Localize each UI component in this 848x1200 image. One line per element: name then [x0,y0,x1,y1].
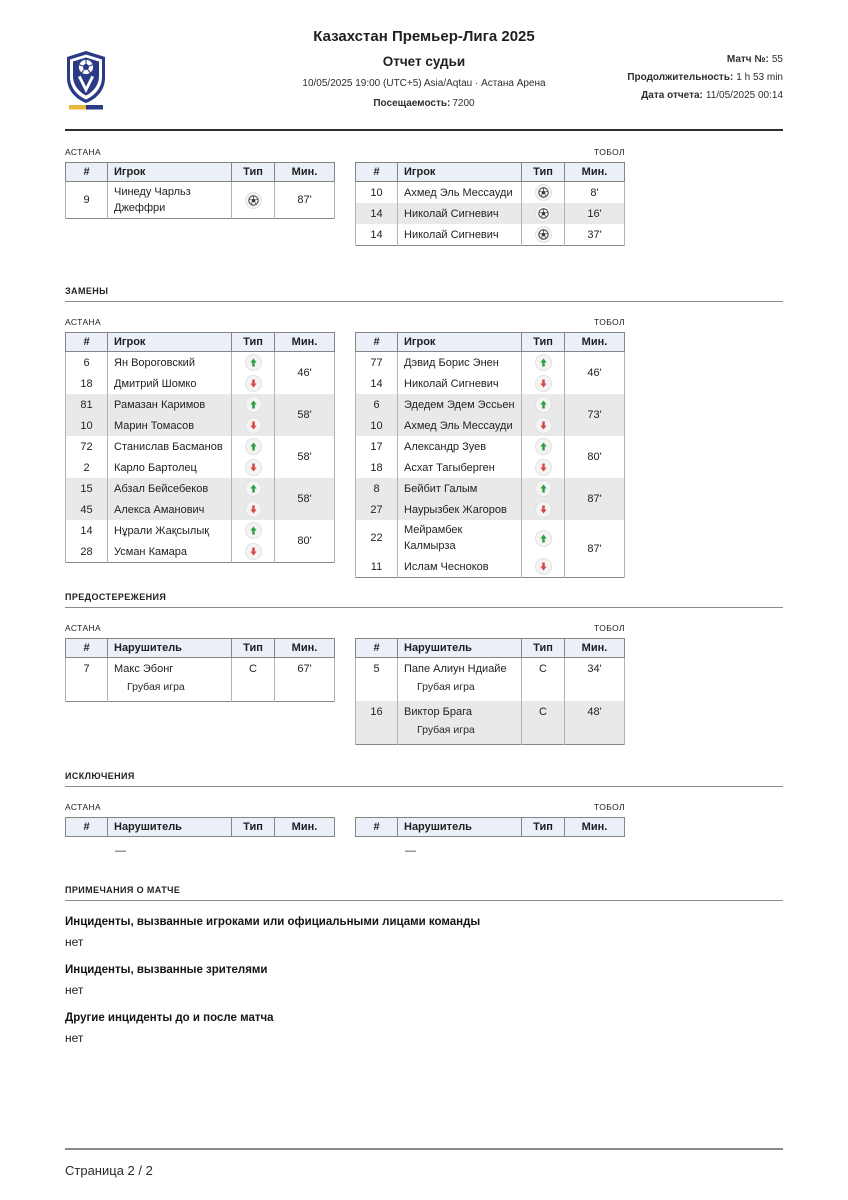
column-header: Мин. [275,818,335,837]
goal-row [356,203,625,224]
goal-row [66,182,335,219]
column-header: Тип [522,639,565,658]
cautions-title: ПРЕДОСТЕРЕЖЕНИЯ [65,592,783,608]
cell: 6 [356,394,398,415]
duration-label: Продолжительность: [627,72,734,83]
column-header: # [356,818,398,837]
cell: 11 [356,556,398,578]
column-header: # [356,639,398,658]
cell: Макс Эбонг Грубая игра [108,658,232,702]
cell [522,499,565,520]
sub-in-row [66,520,335,541]
cell: 16' [565,203,625,224]
column-header: # [66,163,108,182]
column-header: Тип [232,333,275,352]
table-header-row [356,333,625,352]
cell: 18 [356,457,398,478]
cell: 10 [356,415,398,436]
report-footer [65,1148,783,1178]
table-header-row [66,818,335,837]
sub-in-icon [535,530,552,547]
cell: Папе Алиун Ндиайе Грубая игра [398,658,522,702]
cell: 28 [66,541,108,563]
cell: Ислам Чесноков [398,556,522,578]
cell [522,436,565,457]
cautions-table-home [65,638,335,702]
sub-in-icon [245,354,262,371]
sub-out-icon [245,543,262,560]
column-header: Мин. [565,639,625,658]
cell: 7 [66,658,108,702]
cell: 14 [66,520,108,541]
cell: 16 [356,701,398,745]
cell: 5 [356,658,398,702]
cell: 8' [565,182,625,204]
table-header-row [66,639,335,658]
column-header: Мин. [565,818,625,837]
cell: 45 [66,499,108,520]
report-date-value: 11/05/2025 00:14 [705,90,783,101]
column-header: Нарушитель [108,639,232,658]
column-header: # [356,333,398,352]
sub-in-icon [535,438,552,455]
cautions-home-block [65,623,335,745]
cell: 58' [275,436,335,478]
sub-in-row [356,478,625,499]
home-team-label: АСТАНА [65,623,102,633]
cell: Ян Вороговский [108,352,232,374]
match-datetime: 10/05/2025 19:00 (UTC+5) Asia/Aqtau [302,78,473,89]
goal-icon [535,184,552,201]
cell: 58' [275,394,335,436]
cell: 73' [565,394,625,436]
cautions-table-away [355,638,625,745]
cell: 77 [356,352,398,374]
cell [522,415,565,436]
cell: 67' [275,658,335,702]
cautions-tables [65,623,783,745]
competition-title: Казахстан Премьер-Лига 2025 [313,28,535,45]
cell: Ахмед Эль Мессауди [398,182,522,204]
substitutions-tables [65,317,783,578]
away-team-label: ТОБОЛ [594,147,625,157]
home-team-label: АСТАНА [65,802,102,812]
caution-reason: Грубая игра [127,681,185,693]
cell: Чинеду Чарльз Джеффри [108,182,232,219]
sub-out-icon [535,375,552,392]
federation-logo [65,26,302,117]
cell [522,182,565,204]
subs-home-block [65,317,335,578]
cell: 2 [66,457,108,478]
column-header: Мин. [275,333,335,352]
goal-row [356,182,625,204]
cell: C [522,701,565,745]
column-header: Игрок [108,333,232,352]
match-number-line [546,54,783,65]
cell: 8 [356,478,398,499]
cell [522,457,565,478]
goals-away-block [355,147,625,246]
cell [232,436,275,457]
sub-in-row [356,352,625,374]
table-header-row [356,163,625,182]
note-label: Инциденты, вызванные зрителями [65,964,268,976]
column-header: Мин. [565,163,625,182]
duration-value: 1 h 53 min [736,72,783,83]
caution-reason: Грубая игра [417,681,475,693]
table-header-row [66,163,335,182]
notes-title: ПРИМЕЧАНИЯ О МАТЧЕ [65,885,783,901]
substitutions-title: ЗАМЕНЫ [65,286,783,302]
attendance-value: 7200 [452,98,475,109]
match-meta-line [302,78,545,89]
column-header: # [356,163,398,182]
substitutions-section [65,286,783,578]
column-header: Нарушитель [398,818,522,837]
cell: 58' [275,478,335,520]
exclusions-tables [65,802,783,857]
caution-reason: Грубая игра [417,724,475,736]
cell: Нұрали Жақсылық [108,520,232,541]
column-header: Нарушитель [398,639,522,658]
sub-in-row [356,436,625,457]
cell [232,373,275,394]
sub-out-icon [535,558,552,575]
footer-divider [65,1148,783,1150]
sub-in-icon [245,438,262,455]
column-header: Тип [522,818,565,837]
cell [232,520,275,541]
cell: Абзал Бейсебеков [108,478,232,499]
cell [232,415,275,436]
cell: Алекса Аманович [108,499,232,520]
cell [232,499,275,520]
cell: 48' [565,701,625,745]
cell: Ахмед Эль Мессауди [398,415,522,436]
cell: Станислав Басманов [108,436,232,457]
cell: 14 [356,224,398,246]
exclusions-empty-home: — [115,845,126,857]
meta-separator: · [475,78,479,89]
cell: 87' [565,478,625,520]
cell: 18 [66,373,108,394]
column-header: Мин. [275,639,335,658]
sub-in-icon [535,396,552,413]
cell: Асхат Тагыберген [398,457,522,478]
column-header: Нарушитель [108,818,232,837]
cell: Карло Бартолец [108,457,232,478]
match-notes-section [65,885,783,1045]
cell: Марин Томасов [108,415,232,436]
cell: 72 [66,436,108,457]
sub-in-row [356,520,625,556]
away-team-label: ТОБОЛ [594,317,625,327]
cell [522,224,565,246]
report-title: Отчет судьи [382,54,466,69]
report-date-line [546,90,783,101]
sub-in-row [66,394,335,415]
cell: 17 [356,436,398,457]
cell [232,478,275,499]
column-header: # [66,639,108,658]
sub-in-icon [245,396,262,413]
cell [522,352,565,374]
cell: 15 [66,478,108,499]
exclusions-away-block [355,802,625,857]
venue: Астана Арена [481,78,546,89]
cell: 10 [356,182,398,204]
caution-row [356,658,625,702]
caution-row [66,658,335,702]
report-date-label: Дата отчета: [641,90,703,101]
cell: Николай Сигневич [398,373,522,394]
column-header: Тип [232,639,275,658]
column-header: Мин. [565,333,625,352]
cell: 14 [356,373,398,394]
attendance-label: Посещаемость: [373,98,451,109]
cell: Дмитрий Шомко [108,373,232,394]
cautions-section [65,592,783,745]
cell: 9 [66,182,108,219]
column-header: Игрок [398,333,522,352]
cell: Усман Камара [108,541,232,563]
sub-in-row [66,436,335,457]
cell: Виктор Брага Грубая игра [398,701,522,745]
cell [522,556,565,578]
cell: 37' [565,224,625,246]
cell [232,541,275,563]
goals-section [65,147,783,246]
column-header: Тип [522,163,565,182]
table-header-row [356,639,625,658]
subs-table-home [65,332,335,563]
sub-out-icon [245,459,262,476]
cell: 34' [565,658,625,702]
match-number-label: Матч №: [726,54,769,65]
caution-row [356,701,625,745]
cell: Наурызбек Жагоров [398,499,522,520]
goals-tables [65,147,783,246]
exclusions-home-block [65,802,335,857]
cell: 46' [275,352,335,395]
cell [522,394,565,415]
cell: 87' [565,520,625,578]
column-header: Тип [232,163,275,182]
cell: 22 [356,520,398,556]
page-indicator: Страница 2 / 2 [65,1163,153,1178]
exclusions-table-home [65,817,335,837]
subs-away-block [355,317,625,578]
goal-icon [245,192,262,209]
sub-out-icon [535,501,552,518]
column-header: Тип [522,333,565,352]
column-header: Мин. [275,163,335,182]
cell [522,203,565,224]
cell [232,182,275,219]
sub-out-icon [535,417,552,434]
sub-in-icon [245,522,262,539]
match-number-value: 55 [771,54,783,65]
cell: 80' [275,520,335,563]
cell: 27 [356,499,398,520]
sub-in-icon [535,354,552,371]
sub-out-icon [245,417,262,434]
sub-in-row [356,394,625,415]
goals-table-home [65,162,335,219]
cell: Бейбит Галым [398,478,522,499]
cell: Николай Сигневич [398,224,522,246]
table-header-row [66,333,335,352]
subs-table-away [355,332,625,578]
federation-logo-icon [65,50,107,112]
cell [232,352,275,374]
exclusions-title: ИСКЛЮЧЕНИЯ [65,771,783,787]
column-header: # [66,333,108,352]
sub-out-icon [245,501,262,518]
note-value: нет [65,1031,84,1045]
column-header: Тип [232,818,275,837]
exclusions-empty-away: — [405,845,416,857]
sub-out-icon [535,459,552,476]
cell: Дэвид Борис Энен [398,352,522,374]
report-header [65,26,783,131]
cell [522,478,565,499]
sub-in-row [66,352,335,374]
cell [522,520,565,556]
cell: Мейрамбек Калмырза [398,520,522,556]
cell: 10 [66,415,108,436]
cell: Эдедем Эдем Эссьен [398,394,522,415]
cell [232,457,275,478]
cautions-away-block [355,623,625,745]
goals-table-away [355,162,625,246]
cell: Рамазан Каримов [108,394,232,415]
home-team-label: АСТАНА [65,147,102,157]
cell: 87' [275,182,335,219]
home-team-label: АСТАНА [65,317,102,327]
cell: C [232,658,275,702]
note-value: нет [65,935,84,949]
note-value: нет [65,983,84,997]
cell [522,373,565,394]
goal-icon [535,226,552,243]
header-titles [302,26,545,109]
cell: 14 [356,203,398,224]
table-header-row [356,818,625,837]
cell [232,394,275,415]
cell: 46' [565,352,625,395]
match-info-block [546,54,783,108]
cell: 6 [66,352,108,374]
duration-line [546,72,783,83]
goal-icon [535,205,552,222]
attendance-line [302,98,545,109]
cell: 80' [565,436,625,478]
column-header: # [66,818,108,837]
sub-in-icon [245,480,262,497]
column-header: Игрок [398,163,522,182]
cell: C [522,658,565,702]
goal-row [356,224,625,246]
away-team-label: ТОБОЛ [594,802,625,812]
sub-in-icon [535,480,552,497]
away-team-label: ТОБОЛ [594,623,625,633]
goals-home-block [65,147,335,246]
note-label: Другие инциденты до и после матча [65,1012,274,1024]
exclusions-section [65,771,783,857]
cell: 81 [66,394,108,415]
cell: Николай Сигневич [398,203,522,224]
exclusions-table-away [355,817,625,837]
sub-in-row [66,478,335,499]
column-header: Игрок [108,163,232,182]
cell: Александр Зуев [398,436,522,457]
note-label: Инциденты, вызванные игроками или официальными лицами команды [65,916,481,928]
sub-out-icon [245,375,262,392]
